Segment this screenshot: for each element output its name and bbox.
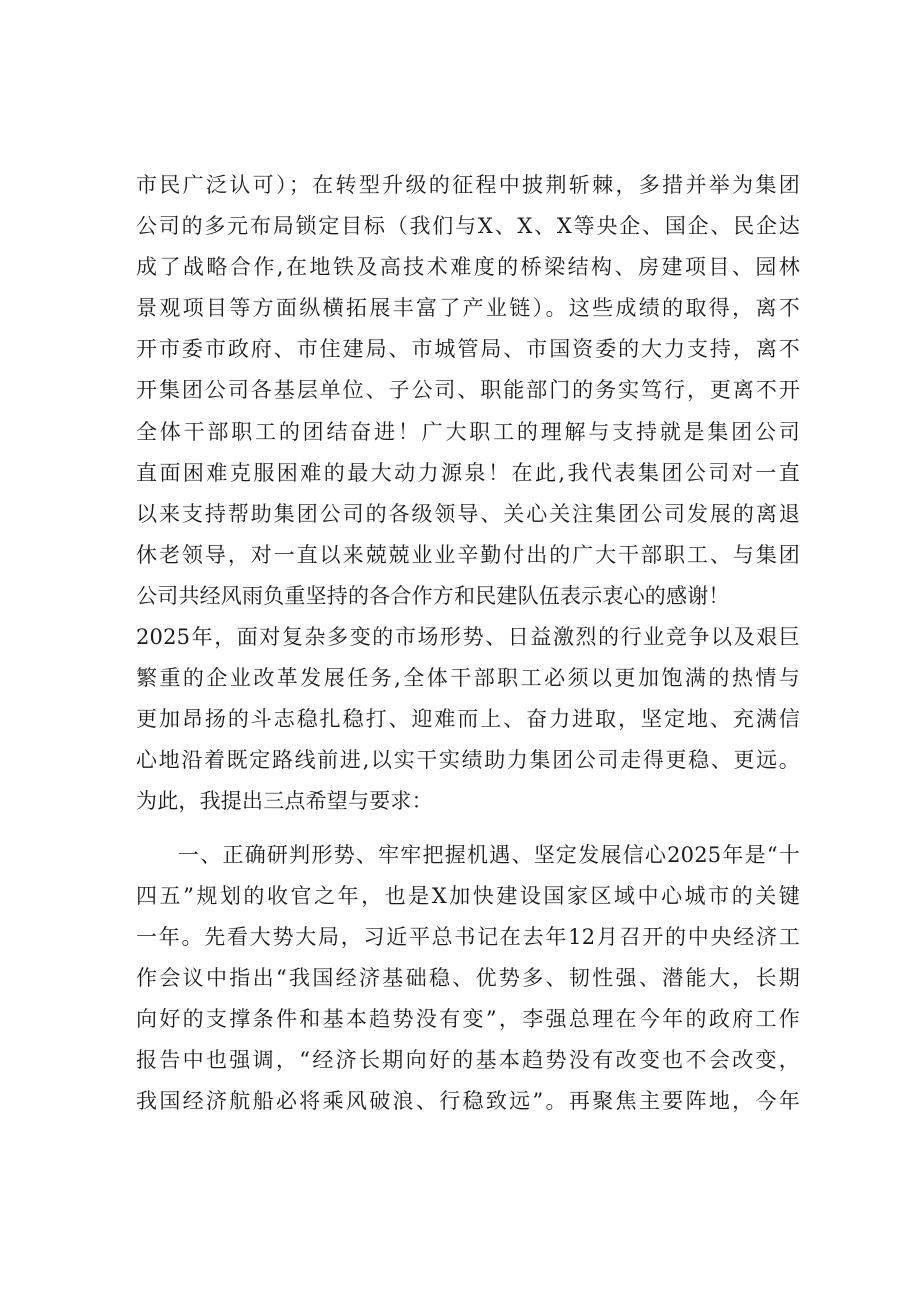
paragraph-thanks bbox=[136, 165, 800, 823]
text-line: 全体干部职工的团结奋进！广大职工的理解与支持就是集团公司 bbox=[136, 419, 800, 444]
text-line: 为此，我提出三点希望与要求： bbox=[136, 789, 433, 814]
text-line: 公司共经风雨负重坚持的各合作方和民建队伍表示衷心的感谢！ bbox=[136, 583, 730, 608]
text-line: 休老领导，对一直以来兢兢业业辛勤付出的广大干部职工、与集团 bbox=[136, 542, 800, 567]
document-body bbox=[136, 165, 800, 1122]
text-line: 2025年，面对复杂多变的市场形势、日益激烈的行业竞争以及艰巨 bbox=[136, 625, 800, 650]
text-line: 市民广泛认可）；在转型升级的征程中披荆斩棘，多措并举为集团 bbox=[136, 173, 800, 197]
text-line: 心地沿着既定路线前进,以实干实绩助力集团公司走得更稳、更远。 bbox=[136, 748, 800, 773]
text-line: 向好的支撑条件和基本趋势没有变”，李强总理在今年的政府工作 bbox=[136, 1006, 800, 1031]
text-line: 作会议中指出“我国经济基础稳、优势多、韧性强、潜能大，长期 bbox=[136, 965, 800, 990]
paragraph-spacer bbox=[136, 823, 800, 835]
text-line: 更加昂扬的斗志稳扎稳打、迎难而上、奋力进取，坚定地、充满信 bbox=[136, 707, 800, 732]
text-line: 繁重的企业改革发展任务,全体干部职工必须以更加饱满的热情与 bbox=[136, 666, 800, 691]
text-line: 一年。先看大势大局，习近平总书记在去年12月召开的中央经济工 bbox=[136, 924, 800, 949]
text-line: 公司的多元布局锁定目标（我们与X、X、X等央企、国企、民企达 bbox=[136, 214, 800, 239]
text-line: 开集团公司各基层单位、子公司、职能部门的务实笃行，更离不开 bbox=[136, 378, 800, 403]
text-line: 直面困难克服困难的最大动力源泉！在此,我代表集团公司对一直 bbox=[136, 460, 800, 485]
text-line: 开市委市政府、市住建局、市城管局、市国资委的大力支持，离不 bbox=[136, 337, 800, 362]
text-line: 报告中也强调，“经济长期向好的基本趋势没有改变也不会改变， bbox=[136, 1047, 800, 1072]
text-line: 我国经济航船必将乘风破浪、行稳致远”。再聚焦主要阵地，今年 bbox=[136, 1089, 800, 1114]
text-line: 景观项目等方面纵横拓展丰富了产业链）。这些成绩的取得，离不 bbox=[136, 296, 800, 321]
text-line: 以来支持帮助集团公司的各级领导、关心关注集团公司发展的离退 bbox=[136, 501, 800, 526]
text-line: 成了战略合作,在地铁及高技术难度的桥梁结构、房建项目、园林 bbox=[136, 255, 800, 280]
text-line: 一、正确研判形势、牢牢把握机遇、坚定发展信心2025年是“十 bbox=[178, 842, 800, 867]
text-line: 四五”规划的收官之年，也是X加快建设国家区域中心城市的关键 bbox=[136, 883, 800, 908]
paragraph-point-one bbox=[136, 835, 800, 1123]
